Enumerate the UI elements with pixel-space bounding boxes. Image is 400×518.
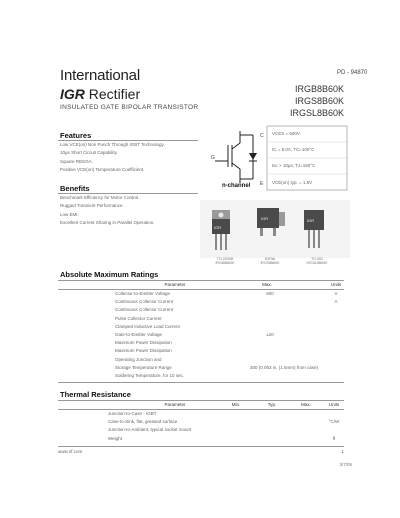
logo-rectifier-text: Rectifier: [88, 86, 141, 102]
thermal-rule-top: [58, 400, 344, 401]
table-row-param: Junction-to-Ambient, typical socket mount: [108, 427, 192, 433]
benefits-title: Benefits: [60, 184, 90, 193]
table-row-max: [255, 298, 285, 306]
table-row-param: Junction-to-Case - IGBT: [108, 411, 157, 416]
abs-max-parameter-column: [115, 290, 255, 380]
package-logo-1: IGR: [214, 225, 222, 230]
abs-max-title: Absolute Maximum Ratings: [60, 270, 159, 279]
document-subtitle: INSULATED GATE BIPOLAR TRANSISTOR: [60, 104, 199, 111]
features-item: Low VCE(on) Non Punch Through IGBT Technology.: [60, 142, 165, 147]
features-item: 10µs Short Circuit Capability.: [60, 150, 118, 156]
table-row-units: A: [334, 299, 338, 305]
abs-max-solder-note: 300 (0.063 in. (1.6mm) from case): [250, 365, 319, 370]
package-caption-3-part: IRGSL8B60K: [306, 261, 328, 265]
table-row-max: [255, 315, 285, 323]
company-logo-name: International: [60, 67, 140, 84]
table-row-units: [320, 426, 348, 434]
thermal-units-column: [320, 418, 348, 443]
benefits-item: Benchmark Efficiency for Motor Control.: [60, 195, 140, 200]
abs-max-rule-bottom: [58, 382, 344, 383]
abs-max-header-parameter: Parameter: [164, 282, 186, 287]
thermal-parameter-column: [108, 410, 238, 443]
part-number-3: IRGSL8B60K: [289, 108, 344, 118]
features-list: [60, 141, 200, 175]
page-number: 1: [341, 449, 344, 454]
thermal-title: Thermal Resistance: [60, 390, 131, 399]
table-row-units: V: [334, 291, 338, 296]
ir-logo-mark: IGR: [60, 86, 85, 102]
table-row-param: Continuous Collector Current: [115, 307, 174, 313]
terminal-c-label: C: [260, 133, 264, 139]
table-row-max: 600: [266, 291, 274, 296]
package-photos: [200, 200, 350, 258]
features-item: Positive VCE(on) Temperature Coefficient.: [60, 167, 145, 173]
package-caption-3-name: TO-262: [311, 257, 323, 261]
table-row-param: Gate-to-Emitter Voltage: [115, 332, 163, 338]
package-caption-1-part: IRGB8B60K: [215, 261, 235, 265]
table-row-param: Storage Temperature Range: [115, 364, 172, 370]
spec-ic: IC = 8.0A, TC=100°C: [272, 147, 315, 152]
package-caption-1-name: TO-220AB: [216, 257, 234, 261]
thermal-header-min: Min.: [231, 402, 241, 407]
thermal-rule-bottom: [58, 446, 344, 447]
abs-max-units-column: [326, 290, 346, 306]
package-caption-3: [287, 257, 347, 265]
table-row-units: g: [332, 435, 336, 441]
benefits-item: Low EMI.: [60, 211, 79, 217]
thermal-header-typ: Typ.: [267, 402, 277, 407]
table-row-units: °C/W: [328, 419, 340, 424]
table-row-max: ±20: [266, 332, 274, 338]
features-item: Square RBSOA.: [60, 158, 93, 164]
spec-vces: VCES = 600V: [272, 131, 300, 136]
package-logo-3: IGR: [307, 218, 315, 223]
terminal-e-label: E: [260, 181, 264, 187]
date-code: 3/7/05: [339, 462, 352, 467]
pd-number: PD - 94870: [337, 70, 368, 76]
thermal-header-max: Max.: [301, 402, 311, 407]
table-row-max: [255, 306, 285, 314]
table-row-param: Pulse Collector Current: [115, 315, 162, 321]
part-number-1: IRGB8B60K: [294, 84, 344, 94]
spec-tsc: tsc > 10µs, TJ=150°C: [272, 163, 316, 168]
part-number-2: IRGS8B60K: [294, 96, 344, 106]
benefits-list: [60, 194, 200, 228]
benefits-item: Excellent Current Sharing in Parallel Operation.: [60, 220, 155, 226]
company-logo-rectifier: [60, 86, 140, 102]
terminal-g-label: G: [211, 155, 215, 161]
table-row-param: Maximum Power Dissipation: [115, 340, 172, 346]
table-row-param: Clamped Inductive Load Current: [115, 323, 180, 329]
n-channel-label: n-channel: [222, 183, 251, 189]
website-footer: www.irf.com: [58, 449, 83, 454]
benefits-item: Rugged Transient Performance.: [60, 203, 124, 209]
table-row-param: Collector-to-Emitter Voltage: [115, 291, 171, 296]
spec-vceon: VCE(on) typ. = 1.8V: [272, 180, 313, 185]
table-row-param: Maximum Power Dissipation: [115, 348, 172, 354]
igbt-symbol: [215, 131, 257, 183]
table-row-max: [255, 323, 285, 331]
table-row-param: Soldering Temperature, for 10 sec.: [115, 373, 184, 379]
table-row-param: Operating Junction and: [115, 356, 162, 362]
abs-max-header-max: Max.: [262, 282, 272, 287]
abs-max-header-units: Units: [330, 282, 342, 287]
package-caption-2-name: D2Pak: [264, 257, 276, 261]
abs-max-rule-top: [58, 280, 344, 281]
table-row-param: Continuous Collector Current: [115, 299, 174, 305]
thermal-header-units: Units: [328, 402, 340, 407]
package-caption-2-part: IRGS8B60K: [260, 261, 280, 265]
table-row-param: Case-to-Sink, flat, greased surface: [108, 419, 178, 425]
thermal-header-parameter: Parameter: [164, 402, 186, 407]
package-logo-2: IGR: [261, 216, 269, 221]
features-title: Features: [60, 131, 92, 140]
table-row-param: Weight: [108, 435, 122, 441]
abs-max-max-column: [255, 290, 285, 339]
